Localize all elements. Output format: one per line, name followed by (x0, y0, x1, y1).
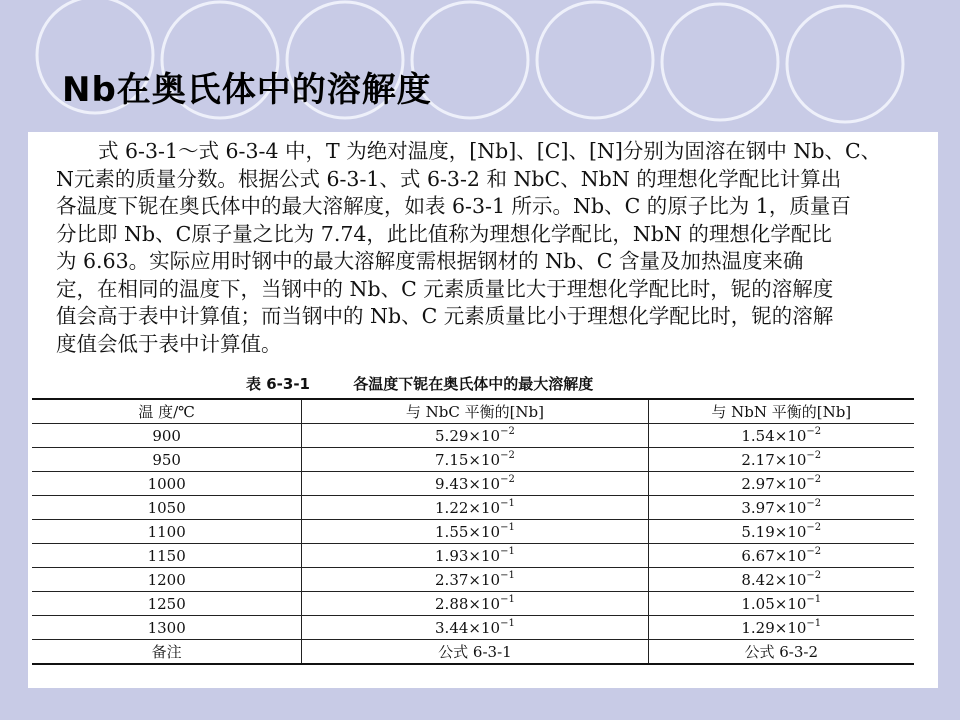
cell-note-nbn: 公式 6-3-2 (648, 640, 914, 665)
cell-nbc (302, 616, 648, 640)
cell-nbc-mantissa: 5.29×10 (435, 426, 501, 445)
cell-nbn (648, 568, 914, 592)
table-row (32, 472, 914, 496)
cell-temp: 1150 (32, 544, 302, 568)
cell-nbn-exponent: −2 (806, 497, 822, 509)
cell-note-label: 备注 (32, 640, 302, 665)
paragraph-line: 式 6-3-1～式 6-3-4 中，T 为绝对温度，[Nb]、[C]、[N]分别为固溶在钢中 Nb、C、 (98, 139, 882, 163)
body-paragraph (56, 138, 918, 358)
cell-nbn-mantissa: 1.54×10 (741, 426, 807, 445)
slide-title: Nb在奥氏体中的溶解度 (62, 70, 432, 110)
cell-nbc-exponent: −1 (500, 521, 515, 533)
cell-nbn-mantissa: 5.19×10 (741, 522, 807, 541)
deco-circle (662, 4, 778, 120)
cell-nbc (302, 544, 648, 568)
paragraph-line: 各温度下铌在奥氏体中的最大溶解度，如表 6-3-1 所示。Nb、C 的原子比为 1，质量百 (56, 194, 851, 218)
cell-nbc-mantissa: 9.43×10 (435, 474, 501, 493)
cell-temp: 1050 (32, 496, 302, 520)
cell-nbc-mantissa: 2.88×10 (435, 594, 501, 613)
cell-nbc-exponent: −2 (500, 425, 515, 437)
cell-nbc-mantissa: 2.37×10 (435, 570, 501, 589)
cell-temp: 1250 (32, 592, 302, 616)
cell-nbc-mantissa: 3.44×10 (435, 618, 501, 637)
cell-nbn-exponent: −1 (806, 593, 822, 605)
cell-nbc-mantissa: 1.93×10 (435, 546, 501, 565)
cell-temp: 1000 (32, 472, 302, 496)
cell-nbn (648, 424, 914, 448)
cell-temp: 1100 (32, 520, 302, 544)
deco-circle (787, 6, 903, 122)
cell-nbn-mantissa: 1.29×10 (741, 618, 807, 637)
table-caption (246, 373, 593, 394)
cell-nbn (648, 592, 914, 616)
cell-nbc (302, 568, 648, 592)
paragraph-line: 为 6.63。实际应用时钢中的最大溶解度需根据钢材的 Nb、C 含量及加热温度来确 (56, 249, 804, 273)
cell-nbc (302, 592, 648, 616)
cell-nbn (648, 616, 914, 640)
cell-nbn-exponent: −2 (806, 449, 822, 461)
cell-temp: 1200 (32, 568, 302, 592)
table-row (32, 592, 914, 616)
cell-nbc (302, 448, 648, 472)
paragraph-line: 值会高于表中计算值；而当钢中的 Nb、C 元素质量比小于理想化学配比时，铌的溶解 (56, 304, 834, 328)
cell-nbc-exponent: −2 (500, 473, 515, 485)
table-row (32, 448, 914, 472)
cell-nbn (648, 448, 914, 472)
cell-temp: 950 (32, 448, 302, 472)
cell-nbc-mantissa: 1.22×10 (435, 498, 501, 517)
cell-nbc-exponent: −1 (500, 545, 515, 557)
cell-nbc (302, 520, 648, 544)
table-number: 表 6-3-1 (246, 375, 310, 393)
cell-nbc-exponent: −1 (500, 569, 515, 581)
table-row (32, 496, 914, 520)
cell-nbc (302, 496, 648, 520)
cell-nbn-mantissa: 1.05×10 (741, 594, 807, 613)
cell-nbn-exponent: −2 (806, 569, 822, 581)
cell-nbn-exponent: −2 (806, 545, 822, 557)
header-nbc: 与 NbC 平衡的[Nb] (302, 399, 648, 424)
header-nbn: 与 NbN 平衡的[Nb] (648, 399, 914, 424)
paragraph-line: 定，在相同的温度下，当钢中的 Nb、C 元素质量比大于理想化学配比时，铌的溶解度 (56, 276, 834, 301)
cell-nbc-exponent: −1 (500, 497, 515, 509)
cell-nbn-exponent: −1 (806, 617, 822, 629)
cell-temp: 1300 (32, 616, 302, 640)
deco-circle (537, 2, 653, 118)
paragraph-line: 分比即 Nb、C原子量之比为 7.74，此比值称为理想化学配比，NbN 的理想化学配比 (56, 221, 832, 246)
scanned-page (28, 132, 938, 688)
cell-nbn (648, 544, 914, 568)
table-row (32, 544, 914, 568)
table-header-row (32, 399, 914, 424)
cell-nbc (302, 424, 648, 448)
cell-nbn-mantissa: 2.17×10 (741, 450, 807, 469)
cell-nbn-mantissa: 8.42×10 (741, 570, 807, 589)
cell-note-nbc: 公式 6-3-1 (302, 640, 648, 665)
table-note-row (32, 640, 914, 665)
solubility-table (32, 398, 914, 665)
cell-nbc-mantissa: 1.55×10 (435, 522, 501, 541)
paragraph-line: 度值会低于表中计算值。 (56, 331, 282, 356)
cell-nbn (648, 496, 914, 520)
cell-nbn (648, 520, 914, 544)
cell-nbn-exponent: −2 (806, 473, 822, 485)
table-row (32, 616, 914, 640)
cell-nbc (302, 472, 648, 496)
table-row (32, 520, 914, 544)
cell-nbn-exponent: −2 (806, 521, 822, 533)
table-row (32, 424, 914, 448)
cell-nbn-mantissa: 6.67×10 (741, 546, 807, 565)
cell-temp: 900 (32, 424, 302, 448)
cell-nbc-exponent: −1 (500, 617, 515, 629)
header-temperature: 温 度/℃ (32, 399, 302, 424)
table-caption-text: 各温度下铌在奥氏体中的最大溶解度 (353, 375, 594, 393)
paragraph-line: N元素的质量分数。根据公式 6-3-1、式 6-3-2 和 NbC、NbN 的理想化学配比计算出 (56, 166, 842, 191)
cell-nbn-exponent: −2 (806, 425, 822, 437)
cell-nbn (648, 472, 914, 496)
cell-nbc-mantissa: 7.15×10 (435, 450, 501, 469)
cell-nbc-exponent: −1 (500, 593, 515, 605)
scan-edge (916, 132, 938, 688)
table-row (32, 568, 914, 592)
cell-nbn-mantissa: 3.97×10 (741, 498, 807, 517)
cell-nbc-exponent: −2 (500, 449, 515, 461)
cell-nbn-mantissa: 2.97×10 (741, 474, 807, 493)
